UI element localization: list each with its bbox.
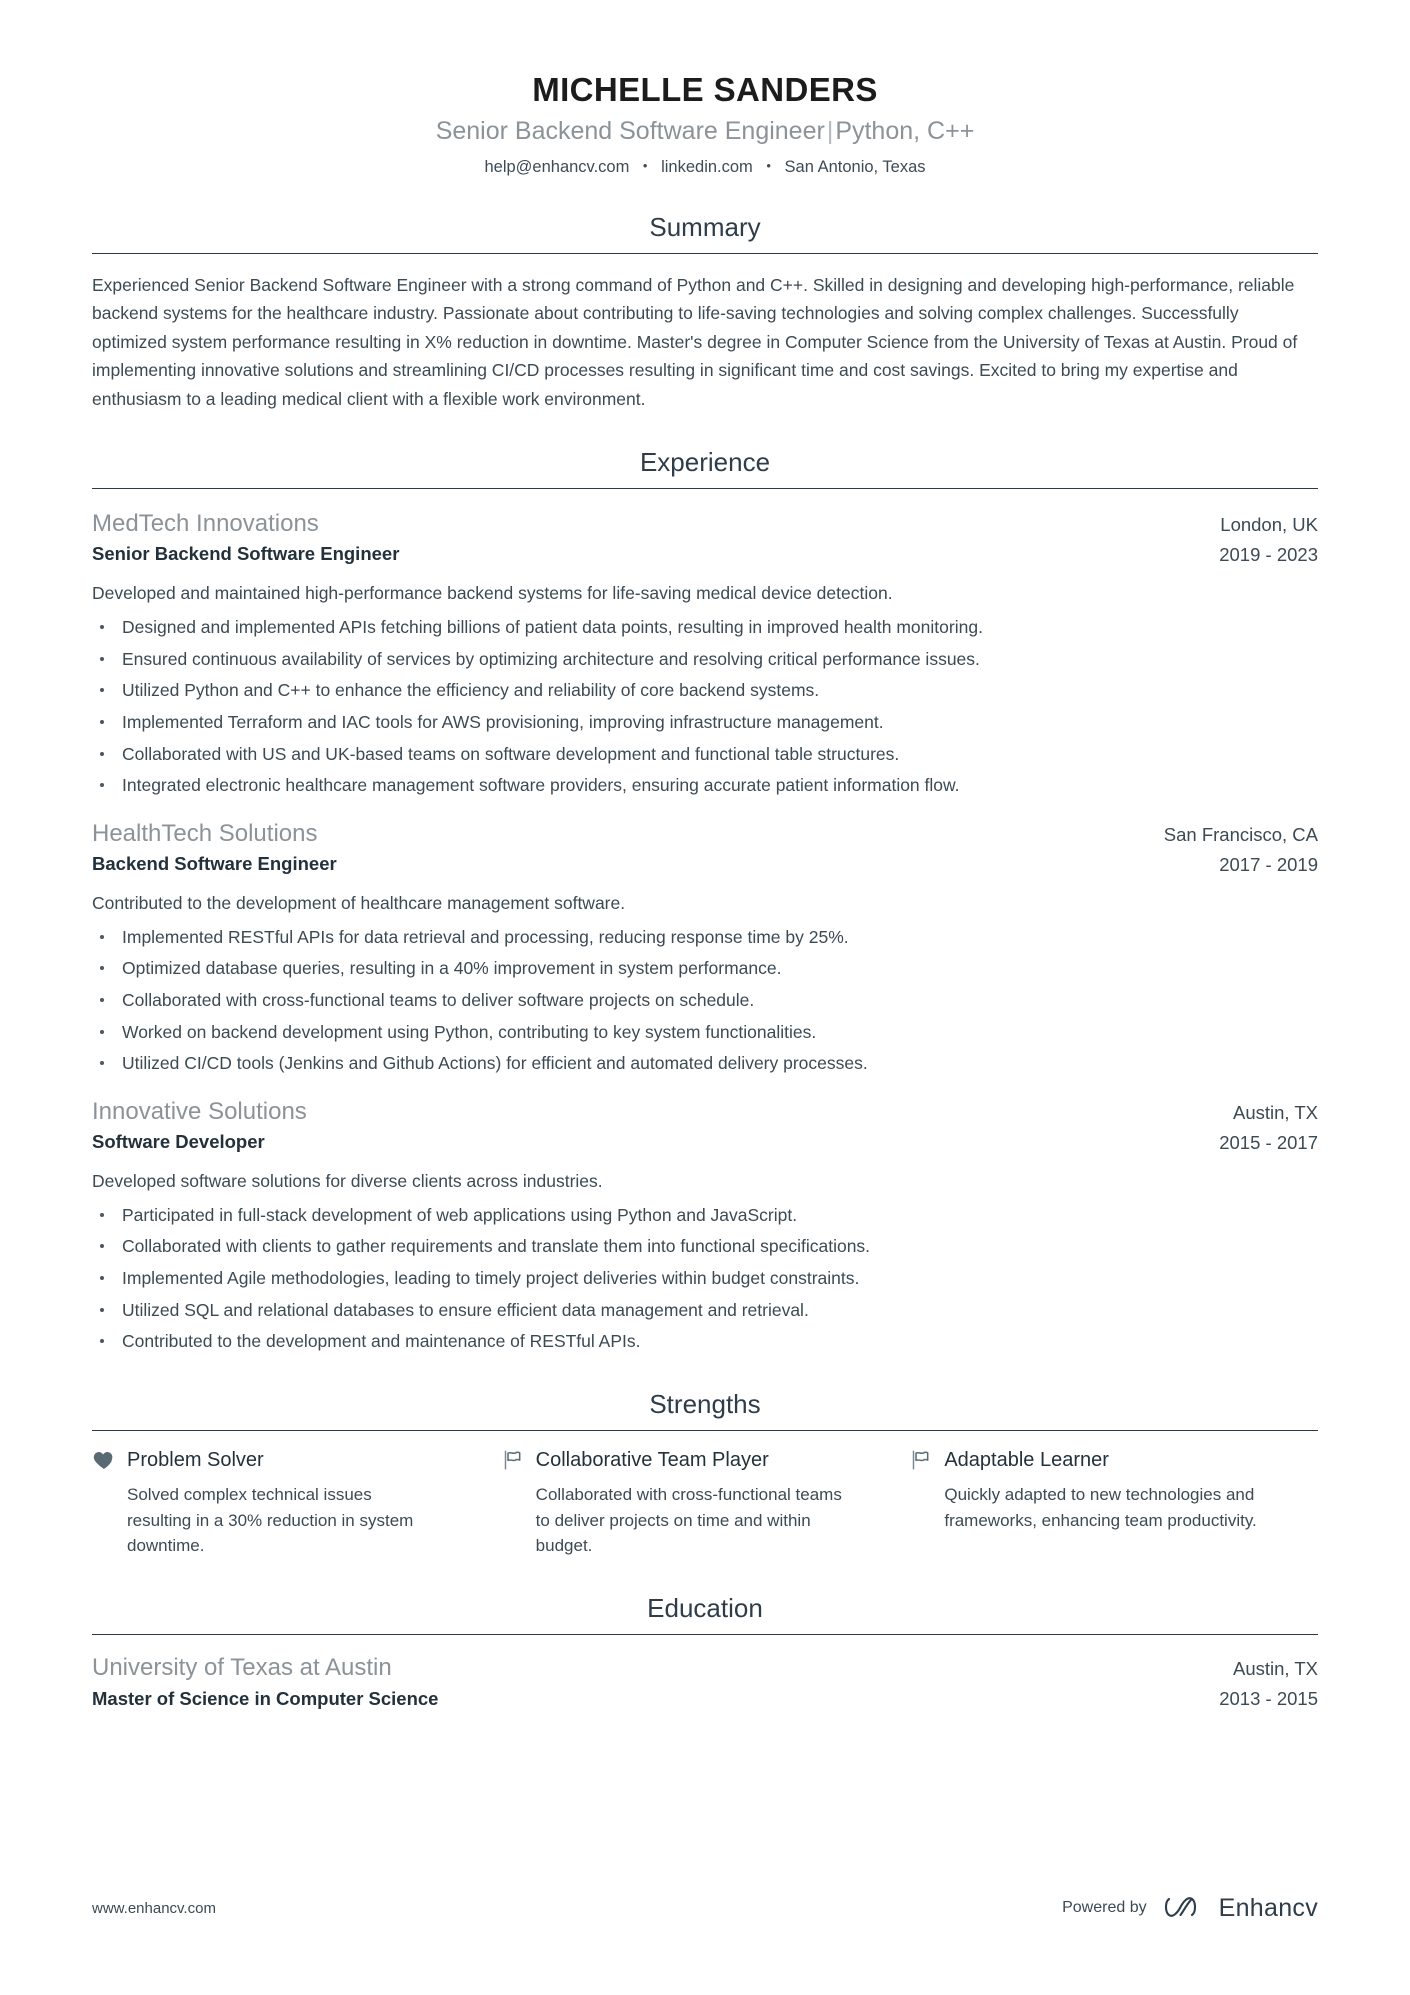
experience-description: Developed software solutions for diverse clients across industries.: [92, 1170, 603, 1191]
section-summary: [92, 212, 1318, 413]
list-item: Implemented Agile methodologies, leading to timely project deliveries within budget constraints.: [92, 1265, 1318, 1292]
list-item: Worked on backend development using Python, contributing to key system functionalities.: [92, 1019, 1318, 1046]
candidate-name: MICHELLE SANDERS: [532, 71, 878, 108]
list-item: Implemented RESTful APIs for data retrieval and processing, reducing response time by 25%.: [92, 924, 1318, 951]
page-footer: [92, 1893, 1318, 1923]
strength-item: [92, 1447, 501, 1559]
heart-icon: [92, 1448, 116, 1472]
footer-brand-block: [1062, 1893, 1318, 1923]
list-item: Designed and implemented APIs fetching billions of patient data points, resulting in improved health monitoring.: [92, 614, 1318, 641]
experience-company: MedTech Innovations: [92, 510, 319, 538]
education-dates: 2013 - 2015: [1219, 1687, 1318, 1709]
education-entry: [92, 1652, 1318, 1713]
section-divider: [92, 488, 1318, 489]
section-title-experience: Experience: [639, 446, 771, 477]
section-strengths: [92, 1389, 1318, 1559]
section-title-strengths: Strengths: [649, 1388, 761, 1419]
strength-item: [501, 1447, 910, 1559]
list-item: Ensured continuous availability of services by optimizing architecture and resolving critical performance issues.: [92, 646, 1318, 673]
summary-text: Experienced Senior Backend Software Engineer with a strong command of Python and C++. Skilled in designing and developing high-performance, reliable backend systems for the healthcare industry. Passionate about contributing to life-saving technologies and solving complex challenges. Successfully optimized system performance resulting in X% reduction in downtime. Master's degree in Computer Science from the University of Texas at Austin. Proud of implementing innovative solutions and streamlining CI/CD processes resulting in significant time and cost savings. Excited to bring my expertise and enthusiasm to a leading medical client with a flexible work environment.: [92, 275, 1298, 409]
brand-name: Enhancv: [1218, 1893, 1318, 1922]
headline-skills: Python, C++: [835, 117, 975, 146]
flag-icon: [501, 1448, 525, 1472]
contact-email[interactable]: help@enhancv.com: [484, 157, 630, 176]
experience-entry: [92, 1096, 1318, 1355]
education-location: Austin, TX: [1232, 1657, 1318, 1679]
list-item: Utilized CI/CD tools (Jenkins and Github Actions) for efficient and automated delivery processes.: [92, 1050, 1318, 1077]
education-degree: Master of Science in Computer Science: [92, 1687, 439, 1709]
list-item: Utilized Python and C++ to enhance the efficiency and reliability of core backend systems.: [92, 677, 1318, 704]
footer-url[interactable]: www.enhancv.com: [92, 1899, 216, 1917]
experience-entry-header: [92, 1096, 1318, 1157]
strength-description: Collaborated with cross-functional teams to deliver projects on time and within budget.: [535, 1485, 842, 1556]
experience-dates: 2019 - 2023: [1219, 544, 1318, 566]
list-item: Collaborated with clients to gather requirements and translate them into functional specifications.: [92, 1233, 1318, 1260]
enhancv-logo: [1163, 1893, 1318, 1923]
section-experience: [92, 447, 1318, 1355]
education-school: University of Texas at Austin: [92, 1653, 392, 1681]
experience-company: Innovative Solutions: [92, 1097, 307, 1125]
contact-separator-icon: •: [766, 157, 771, 173]
list-item: Collaborated with cross-functional teams to deliver software projects on schedule.: [92, 987, 1318, 1014]
strength-description: Solved complex technical issues resulting in a 30% reduction in system downtime.: [127, 1485, 414, 1556]
enhancv-mark-icon: [1163, 1893, 1209, 1923]
section-education: [92, 1593, 1318, 1713]
section-title-summary: Summary: [649, 211, 761, 242]
education-entry-header: [92, 1652, 1318, 1713]
experience-role: Backend Software Engineer: [92, 852, 337, 874]
strength-title: Collaborative Team Player: [535, 1449, 769, 1472]
experience-entry: [92, 818, 1318, 1077]
experience-location: London, UK: [1220, 514, 1318, 536]
contact-location: San Antonio, Texas: [784, 157, 926, 176]
experience-description: Contributed to the development of healthcare management software.: [92, 892, 626, 913]
contact-separator-icon: •: [642, 157, 648, 173]
section-divider: [92, 1634, 1318, 1635]
contact-line: [92, 157, 1318, 178]
experience-description: Developed and maintained high-performance backend systems for life-saving medical device detection.: [92, 582, 893, 603]
flag-icon: [909, 1448, 933, 1472]
headline-title: Senior Backend Software Engineer: [435, 117, 825, 146]
list-item: Utilized SQL and relational databases to ensure efficient data management and retrieval.: [92, 1297, 1318, 1324]
experience-role: Senior Backend Software Engineer: [92, 543, 400, 565]
list-item: Participated in full-stack development of web applications using Python and JavaScript.: [92, 1202, 1318, 1229]
list-item: Integrated electronic healthcare management software providers, ensuring accurate patient information flow.: [92, 772, 1318, 799]
experience-dates: 2015 - 2017: [1219, 1131, 1318, 1153]
headline-divider: |: [826, 117, 834, 146]
section-divider: [92, 1430, 1318, 1431]
experience-bullet-list: [92, 924, 1318, 1077]
resume-header: [92, 0, 1318, 178]
section-divider: [92, 253, 1318, 254]
experience-company: HealthTech Solutions: [92, 819, 318, 847]
strength-description: Quickly adapted to new technologies and frameworks, enhancing team productivity.: [944, 1485, 1257, 1530]
candidate-headline: [92, 116, 1318, 147]
list-item: Implemented Terraform and IAC tools for AWS provisioning, improving infrastructure management.: [92, 709, 1318, 736]
strength-item: [909, 1447, 1318, 1559]
experience-bullet-list: [92, 614, 1318, 799]
list-item: Collaborated with US and UK-based teams on software development and functional table structures.: [92, 741, 1318, 768]
strengths-grid: [92, 1447, 1318, 1559]
experience-entry-header: [92, 818, 1318, 879]
list-item: Contributed to the development and maintenance of RESTful APIs.: [92, 1328, 1318, 1355]
experience-location: San Francisco, CA: [1163, 823, 1318, 845]
experience-dates: 2017 - 2019: [1219, 853, 1318, 875]
experience-role: Software Developer: [92, 1130, 265, 1152]
experience-entry: [92, 508, 1318, 799]
strength-title: Problem Solver: [127, 1449, 264, 1472]
section-title-education: Education: [647, 1592, 763, 1623]
experience-location: Austin, TX: [1232, 1101, 1318, 1123]
list-item: Optimized database queries, resulting in a 40% improvement in system performance.: [92, 955, 1318, 982]
strength-title: Adaptable Learner: [944, 1449, 1109, 1472]
contact-linkedin[interactable]: linkedin.com: [661, 157, 753, 176]
powered-by-label: Powered by: [1062, 1899, 1147, 1916]
experience-entry-header: [92, 508, 1318, 569]
experience-bullet-list: [92, 1202, 1318, 1355]
